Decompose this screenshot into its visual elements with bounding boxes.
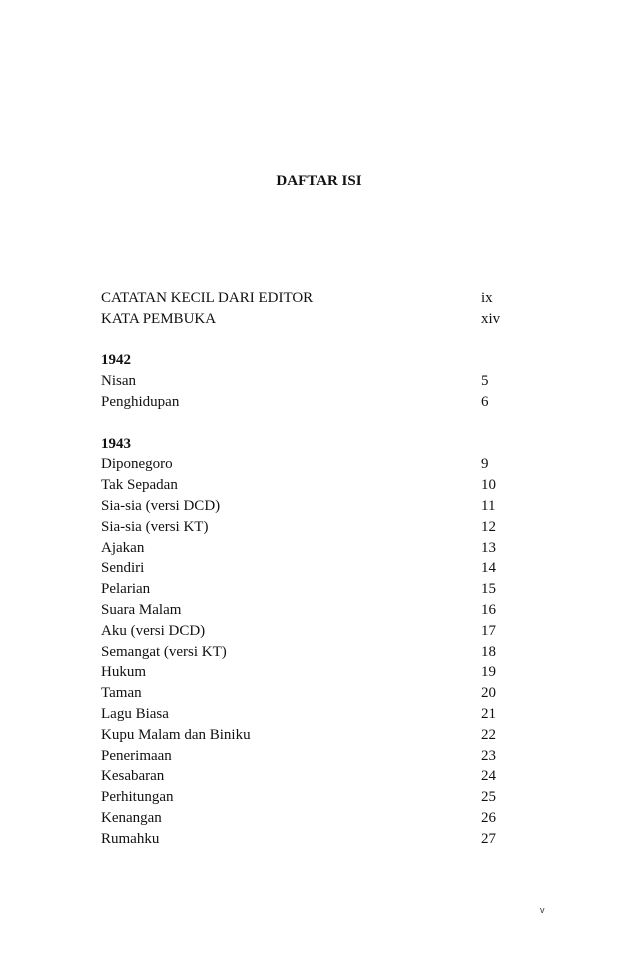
toc-entry-page: 13 — [481, 539, 496, 556]
toc-entry — [101, 538, 521, 559]
toc-entry-page: 5 — [481, 373, 489, 390]
toc-entry — [101, 704, 521, 725]
toc-entry-page: ix — [481, 290, 493, 306]
toc-entry-page: 22 — [481, 726, 496, 743]
toc-entry-page: 11 — [481, 497, 496, 514]
toc-entry-title: KATA PEMBUKA — [101, 310, 217, 327]
toc-entry — [101, 454, 521, 475]
toc-entry-title: Taman — [101, 685, 142, 702]
toc-entry — [101, 496, 521, 517]
toc-entry — [101, 829, 521, 850]
toc-entry-page: xiv — [481, 310, 501, 327]
toc-entry-page: 9 — [481, 456, 489, 473]
toc-entry-page: 17 — [481, 622, 496, 639]
toc-entry — [101, 746, 521, 767]
toc-entry — [101, 725, 521, 746]
section-entries — [101, 454, 521, 849]
table-of-contents — [101, 288, 521, 850]
section-gap — [101, 330, 521, 351]
toc-entry-title: Semangat (versi KT) — [101, 643, 227, 660]
toc-entry — [101, 621, 521, 642]
toc-entry-page: 14 — [481, 560, 496, 577]
toc-entry-title: Rumahku — [101, 830, 160, 847]
toc-entry-title: Suara Malam — [101, 601, 182, 618]
toc-entry-page: 18 — [481, 643, 496, 660]
toc-entry-title: Penghidupan — [101, 393, 180, 410]
toc-entry — [101, 392, 521, 413]
toc-entry-page: 15 — [481, 581, 496, 598]
toc-entry-page: 21 — [481, 705, 496, 722]
toc-entry — [101, 766, 521, 787]
section-year: 1942 — [101, 352, 131, 369]
toc-entry-page: 10 — [481, 477, 496, 494]
section-gap — [101, 413, 521, 434]
toc-entry-title: Aku (versi DCD) — [101, 622, 206, 639]
toc-entry-title: Kupu Malam dan Biniku — [101, 726, 251, 743]
toc-entry — [101, 787, 521, 808]
toc-entry-title: Hukum — [101, 664, 146, 681]
toc-entry — [101, 475, 521, 496]
toc-entry — [101, 642, 521, 663]
toc-entry-title: Sendiri — [101, 560, 145, 577]
page-title: DAFTAR ISI — [276, 173, 362, 189]
toc-entry — [101, 683, 521, 704]
toc-entry-title: Tak Sepadan — [101, 477, 178, 494]
toc-entry — [101, 517, 521, 538]
toc-entry-title: Nisan — [101, 373, 136, 390]
toc-entry — [101, 309, 521, 330]
toc-entry-title: Perhitungan — [101, 789, 174, 806]
toc-entry-page: 26 — [481, 809, 496, 826]
toc-entry-title: CATATAN KECIL DARI EDITOR — [101, 290, 314, 306]
toc-entry-page: 19 — [481, 664, 496, 681]
toc-entry-page: 20 — [481, 685, 496, 702]
toc-entry — [101, 558, 521, 579]
toc-entry-title: Penerimaan — [101, 747, 172, 764]
section-entries — [101, 371, 521, 413]
toc-entry-page: 24 — [481, 768, 496, 785]
toc-entry-title: Ajakan — [101, 539, 145, 556]
toc-entry-page: 25 — [481, 789, 496, 806]
toc-entry — [101, 600, 521, 621]
toc-entry-title: Sia-sia (versi DCD) — [101, 497, 221, 514]
toc-entry-page: 23 — [481, 747, 496, 764]
toc-entry-title: Lagu Biasa — [101, 705, 169, 722]
toc-entry-title: Kenangan — [101, 809, 162, 826]
toc-entry — [101, 662, 521, 683]
page-number: v — [540, 905, 545, 915]
toc-entry-page: 12 — [481, 518, 496, 535]
toc-entry — [101, 288, 521, 309]
toc-entry — [101, 371, 521, 392]
toc-entry-page: 27 — [481, 830, 496, 847]
toc-entry — [101, 579, 521, 600]
toc-entry-title: Pelarian — [101, 581, 151, 598]
toc-entry-title: Sia-sia (versi KT) — [101, 518, 209, 535]
section-year: 1943 — [101, 435, 131, 452]
toc-entry — [101, 808, 521, 829]
toc-entry-page: 16 — [481, 601, 496, 618]
toc-entry-title: Kesabaran — [101, 768, 165, 785]
toc-entry-title: Diponegoro — [101, 456, 173, 473]
toc-entry-page: 6 — [481, 393, 489, 410]
